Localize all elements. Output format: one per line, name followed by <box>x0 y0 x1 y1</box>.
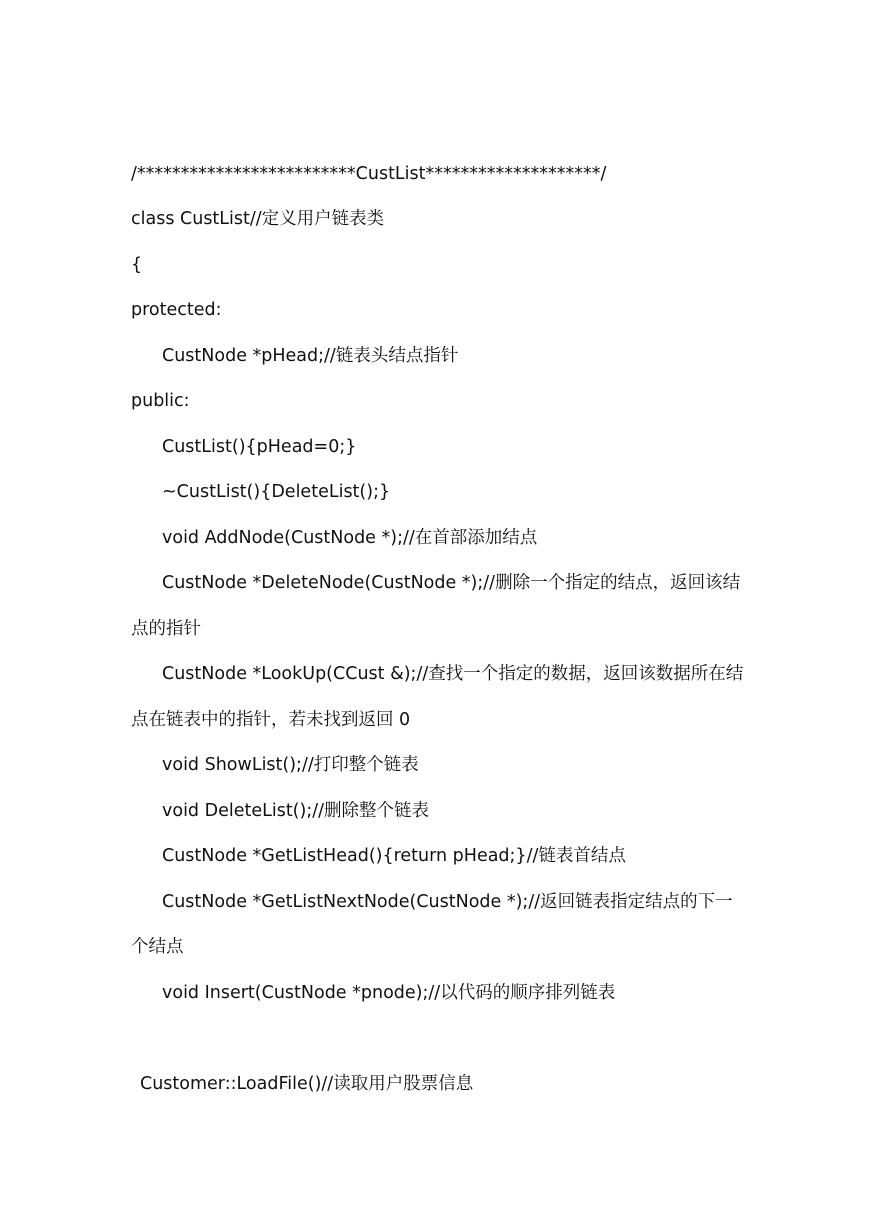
deletenode-continuation-line: 点的指针 <box>131 619 201 639</box>
constructor-line: CustList(){pHead=0;} <box>162 437 357 457</box>
phead-member-line: CustNode *pHead;//链表头结点指针 <box>162 346 459 366</box>
loadfile-line: Customer::LoadFile()//读取用户股票信息 <box>140 1074 474 1094</box>
getlistnextnode-continuation-line: 个结点 <box>131 937 184 957</box>
class-declaration-line: class CustList//定义用户链表类 <box>131 209 385 229</box>
lookup-line: CustNode *LookUp(CCust &);//查找一个指定的数据，返回该数据所在结 <box>162 664 744 684</box>
comment-header-line: /*************************CustList********************/ <box>131 164 607 184</box>
protected-label-line: protected: <box>131 300 222 320</box>
getlistnextnode-line: CustNode *GetListNextNode(CustNode *);//返回链表指定结点的下一 <box>162 892 733 912</box>
lookup-continuation-line: 点在链表中的指针，若未找到返回 0 <box>131 710 411 730</box>
showlist-line: void ShowList();//打印整个链表 <box>162 755 419 775</box>
open-brace-line: { <box>131 255 143 275</box>
public-label-line: public: <box>131 391 190 411</box>
destructor-line: ~CustList(){DeleteList();} <box>162 482 391 502</box>
deletelist-line: void DeleteList();//删除整个链表 <box>162 801 430 821</box>
getlisthead-line: CustNode *GetListHead(){return pHead;}//链表首结点 <box>162 846 626 866</box>
deletenode-line: CustNode *DeleteNode(CustNode *);//删除一个指定的结点，返回该结 <box>162 573 741 593</box>
insert-line: void Insert(CustNode *pnode);//以代码的顺序排列链表 <box>162 983 616 1003</box>
addnode-line: void AddNode(CustNode *);//在首部添加结点 <box>162 528 538 548</box>
